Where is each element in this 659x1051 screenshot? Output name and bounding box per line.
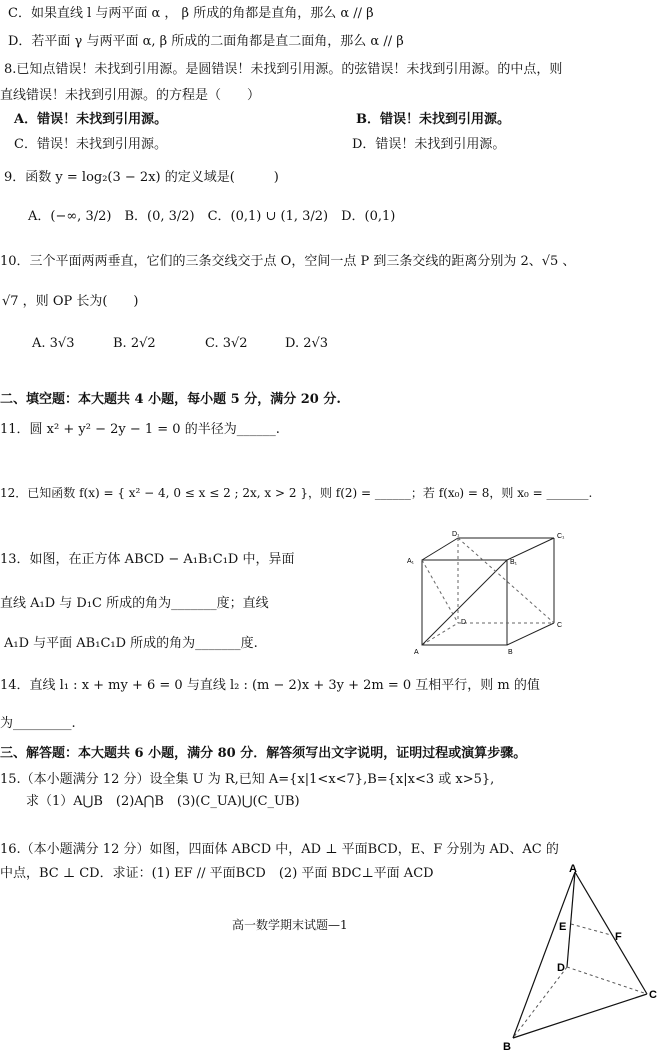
cube-label-c1: C₁ <box>557 533 565 540</box>
cube-label-b1: B₁ <box>510 559 518 566</box>
q9-stem: 9．函数 y = log₂(3 − 2x) 的定义域是( ) <box>4 170 279 185</box>
q7-option-c: C．如果直线 l 与两平面 α ， β 所成的角都是直角，那么 α // β <box>8 6 374 21</box>
tetra-label-b: B <box>503 1041 511 1051</box>
q8-stem-line1: 8.已知点错误！未找到引用源。是圆错误！未找到引用源。的弦错误！未找到引用源。的中点，则 <box>4 62 563 77</box>
q14-stem-line2: 为_________. <box>0 716 76 731</box>
q10-stem-line1: 10．三个平面两两垂直，它们的三条交线交于点 O，空间一点 P 到三条交线的距离分别为 2、√5 、 <box>0 254 576 269</box>
q13-stem-line1: 13．如图，在正方体 ABCD − A₁B₁C₁D 中，异面 <box>0 552 295 567</box>
q11-stem: 11．圆 x² + y² − 2y − 1 = 0 的半径为______. <box>0 422 280 437</box>
q10-option-d: D. 2√3 <box>285 336 329 351</box>
q8-stem-line2: 直线错误！未找到引用源。的方程是（ ） <box>0 88 261 103</box>
cube-label-a: A <box>414 649 419 656</box>
cube-label-b: B <box>508 649 513 656</box>
q13-stem-line3: A₁D 与平面 AB₁C₁D 所成的角为_______度. <box>4 636 258 651</box>
q14-stem-line1: 14．直线 l₁ : x + my + 6 = 0 与直线 l₂ : (m − 2)x + 3y + 2m = 0 互相平行，则 m 的值 <box>0 678 540 693</box>
cube-figure <box>404 530 576 660</box>
q8-option-c: C．错误！未找到引用源。 <box>14 137 167 152</box>
q10-option-c: C. 3√2 <box>205 336 248 351</box>
q10-stem-line2: √7 ，则 OP 长为( ) <box>2 294 139 309</box>
cube-label-c: C <box>557 622 563 629</box>
tetra-label-f: F <box>615 931 622 943</box>
q8-option-a: A．错误！未找到引用源。 <box>14 112 168 127</box>
cube-label-d1: D₁ <box>452 531 460 538</box>
cube-label-a1: A₁ <box>407 558 415 565</box>
q10-option-b: B. 2√2 <box>113 336 156 351</box>
tetrahedron-figure <box>495 858 659 1051</box>
tetra-label-e: E <box>559 921 567 933</box>
page-footer: 高一数学期末试题—1 <box>232 918 348 932</box>
q15-parts: 求（1）A⋃B (2)A⋂B (3)(C_UA)⋃(C_UB) <box>26 794 300 809</box>
tetra-label-d: D <box>557 962 565 974</box>
q16-stem-line1: 16.（本小题满分 12 分）如图，四面体 ABCD 中，AD ⊥ 平面BCD，E、F 分别为 AD、AC 的 <box>0 842 559 857</box>
q12-stem: 12．已知函数 f(x) = { x² − 4, 0 ≤ x ≤ 2 ; 2x, x > 2 }，则 f(2) = ______；若 f(x₀) = 8，则 x₀ = _______. <box>0 486 593 500</box>
q8-option-b: B．错误！未找到引用源。 <box>356 112 510 127</box>
q13-stem-line2: 直线 A₁D 与 D₁C 所成的角为_______度；直线 <box>0 596 269 611</box>
tetra-label-a: A <box>569 863 577 875</box>
section-two-heading: 二、填空题：本大题共 4 小题，每小题 5 分，满分 20 分. <box>0 392 341 407</box>
q9-options: A．(−∞, 3/2) B．(0, 3/2) C．(0,1) ∪ (1, 3/2) D．(0,1) <box>28 209 396 224</box>
section-three-heading: 三、解答题：本大题共 6 小题，满分 80 分．解答须写出文字说明，证明过程或演算步骤。 <box>0 746 527 761</box>
q15-stem: 15.（本小题满分 12 分）设全集 U 为 R,已知 A={x|1<x<7},B={x|x<3 或 x>5}, <box>0 772 495 787</box>
cube-label-d: D <box>461 619 467 626</box>
tetra-label-c: C <box>649 989 657 1001</box>
q10-option-a: A. 3√3 <box>32 336 75 351</box>
q8-option-d: D．错误！未找到引用源。 <box>352 137 506 152</box>
q7-option-d: D．若平面 γ 与两平面 α, β 所成的二面角都是直二面角，那么 α // β <box>8 34 404 49</box>
q16-stem-line2: 中点，BC ⊥ CD．求证：(1) EF // 平面BCD (2) 平面 BDC⊥平面 ACD <box>0 866 434 881</box>
